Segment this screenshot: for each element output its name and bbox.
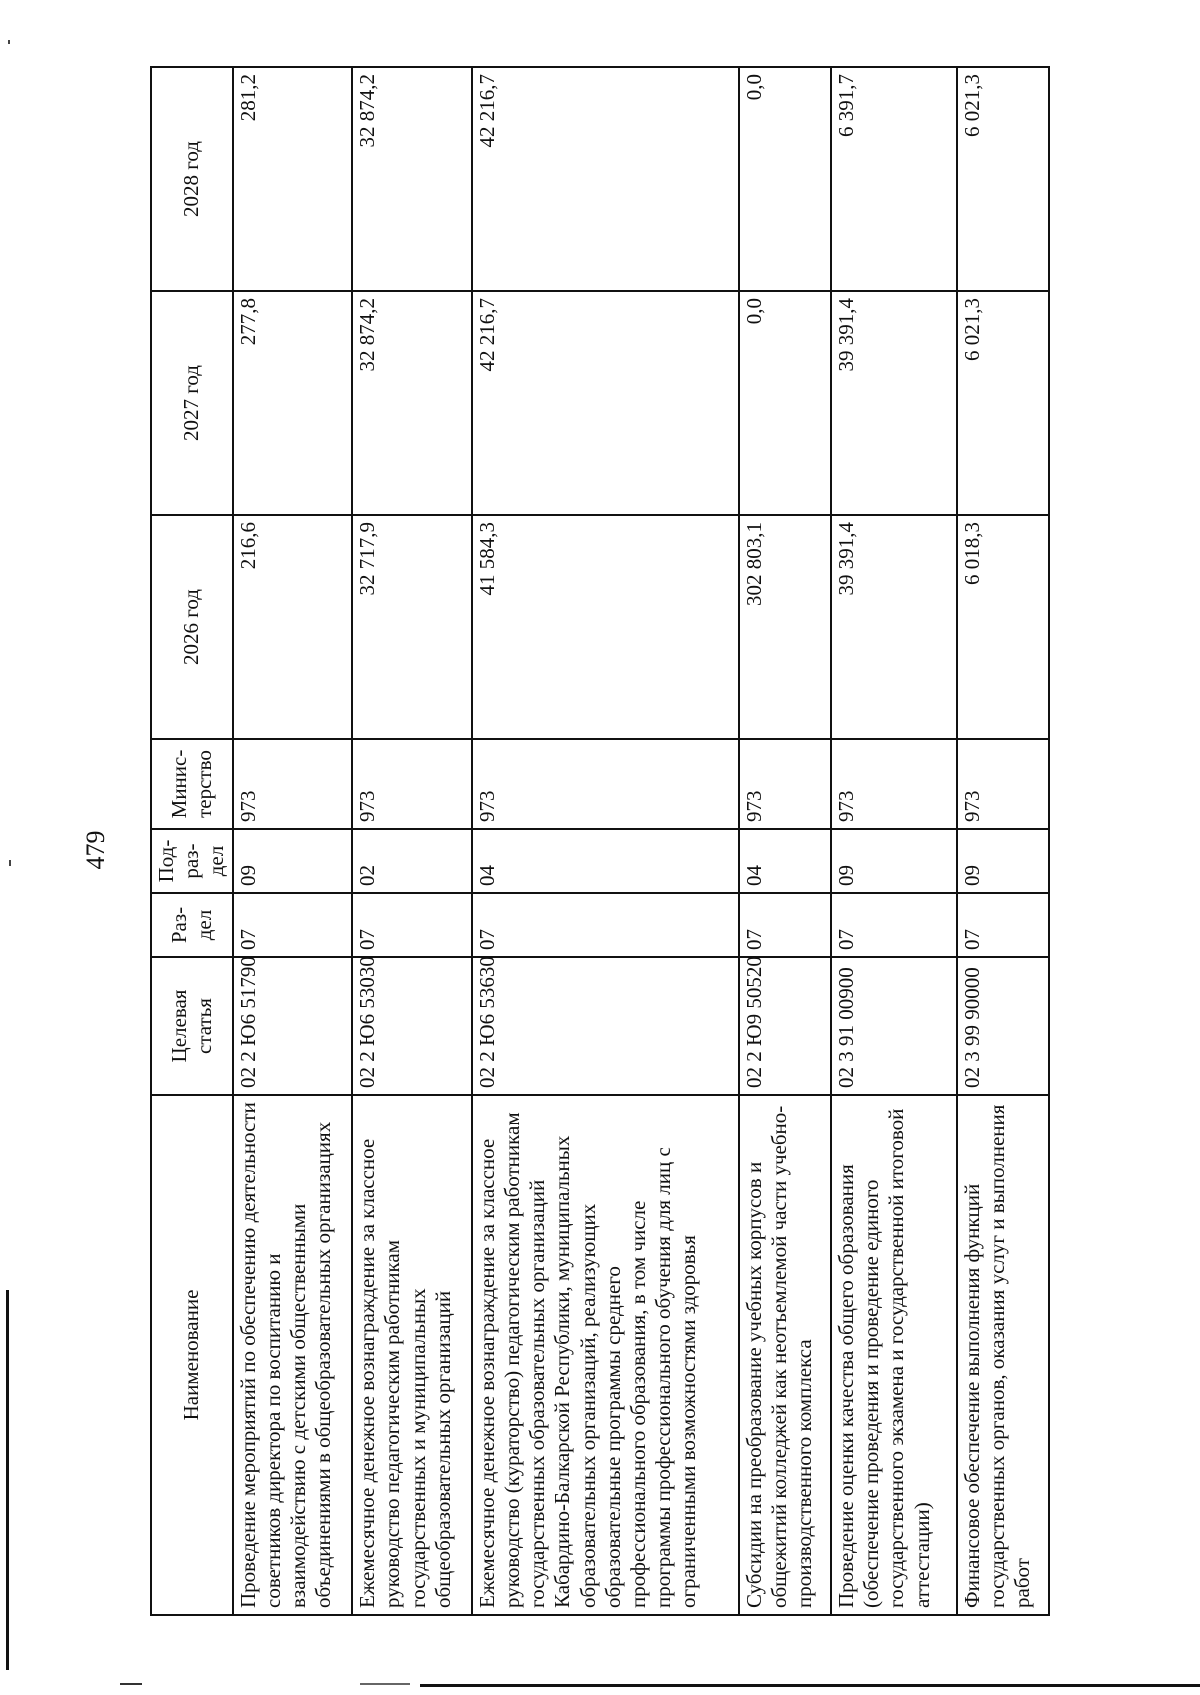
table-row [233, 67, 353, 1615]
row-value-2028: 6 391,7 [831, 67, 957, 291]
row-section: 07 [957, 893, 1049, 957]
row-value-2027: 277,8 [233, 291, 353, 515]
row-subsection: 09 [957, 829, 1049, 893]
header-target-article: Целевая статья [151, 957, 233, 1095]
row-subsection: 09 [831, 829, 957, 893]
row-value-2027: 32 874,2 [352, 291, 472, 515]
row-subsection: 02 [352, 829, 472, 893]
row-section: 07 [472, 893, 739, 957]
header-name: Наименование [151, 1095, 233, 1615]
header-year-2028: 2028 год [151, 67, 233, 291]
header-year-2026: 2026 год [151, 515, 233, 739]
table-header-row [151, 67, 233, 1615]
row-section: 07 [352, 893, 472, 957]
row-subsection: 04 [472, 829, 739, 893]
row-target-article: 02 2 Ю9 50520 [739, 957, 831, 1095]
row-value-2027: 6 021,3 [957, 291, 1049, 515]
row-value-2028: 32 874,2 [352, 67, 472, 291]
header-subsection: Под-раз-дел [151, 829, 233, 893]
table-row [957, 67, 1049, 1615]
budget-table [150, 66, 1050, 1616]
scan-speck [8, 40, 10, 44]
scan-left-border [6, 1290, 9, 1670]
scan-mark [360, 1683, 410, 1685]
row-value-2026: 6 018,3 [957, 515, 1049, 739]
row-value-2028: 42 216,7 [472, 67, 739, 291]
row-target-article: 02 2 Ю6 53030 [352, 957, 472, 1095]
header-section: Раз-дел [151, 893, 233, 957]
scan-speck [9, 860, 11, 866]
header-ministry: Минис-терство [151, 739, 233, 829]
row-value-2026: 41 584,3 [472, 515, 739, 739]
row-target-article: 02 3 99 90000 [957, 957, 1049, 1095]
row-name: Финансовое обеспечение выполнения функций государственных органов, оказания услуг и выполнения работ [957, 1095, 1049, 1615]
row-ministry: 973 [957, 739, 1049, 829]
header-year-2027: 2027 год [151, 291, 233, 515]
table-row [352, 67, 472, 1615]
row-ministry: 973 [739, 739, 831, 829]
row-name: Проведение мероприятий по обеспечению деятельности советников директора по воспитанию и взаимодействию с детскими общественными объединениями в общеобразовательных организациях [233, 1095, 353, 1615]
rotated-table-container [150, 66, 1050, 1616]
scan-mark [120, 1683, 142, 1685]
row-value-2026: 216,6 [233, 515, 353, 739]
row-name: Субсидии на преобразование учебных корпусов и общежитий колледжей как неотъемлемой части учебно-производственного комплекса [739, 1095, 831, 1615]
row-ministry: 973 [352, 739, 472, 829]
table-row [739, 67, 831, 1615]
row-value-2028: 0,0 [739, 67, 831, 291]
table-row [472, 67, 739, 1615]
row-ministry: 973 [233, 739, 353, 829]
row-ministry: 973 [472, 739, 739, 829]
row-section: 07 [831, 893, 957, 957]
row-value-2026: 302 803,1 [739, 515, 831, 739]
table-row [831, 67, 957, 1615]
row-ministry: 973 [831, 739, 957, 829]
row-value-2027: 42 216,7 [472, 291, 739, 515]
row-value-2027: 39 391,4 [831, 291, 957, 515]
row-value-2026: 39 391,4 [831, 515, 957, 739]
scan-bottom-line [420, 1684, 1200, 1687]
row-subsection: 04 [739, 829, 831, 893]
row-target-article: 02 3 91 00900 [831, 957, 957, 1095]
row-name: Ежемесячное денежное вознаграждение за классное руководство (кураторство) педагогическим работникам государственных образовательных организаций Кабардино-Балкарской Республики, муниципальных образовательных организаций, реализующих образовательные программы среднего профессионального образования, в том числе программы профессионального обучения для лиц с ограниченными возможностями здоровья [472, 1095, 739, 1615]
row-value-2028: 6 021,3 [957, 67, 1049, 291]
row-section: 07 [233, 893, 353, 957]
row-subsection: 09 [233, 829, 353, 893]
row-value-2026: 32 717,9 [352, 515, 472, 739]
row-section: 07 [739, 893, 831, 957]
row-value-2027: 0,0 [739, 291, 831, 515]
row-value-2028: 281,2 [233, 67, 353, 291]
row-name: Проведение оценки качества общего образования (обеспечение проведения и проведение единого государственного экзамена и государственной итоговой аттестации) [831, 1095, 957, 1615]
page-number: 479 [81, 830, 110, 870]
row-target-article: 02 2 Ю6 53630 [472, 957, 739, 1095]
row-target-article: 02 2 Ю6 51790 [233, 957, 353, 1095]
row-name: Ежемесячное денежное вознаграждение за классное руководство педагогическим работникам государственных и муниципальных общеобразовательных организаций [352, 1095, 472, 1615]
